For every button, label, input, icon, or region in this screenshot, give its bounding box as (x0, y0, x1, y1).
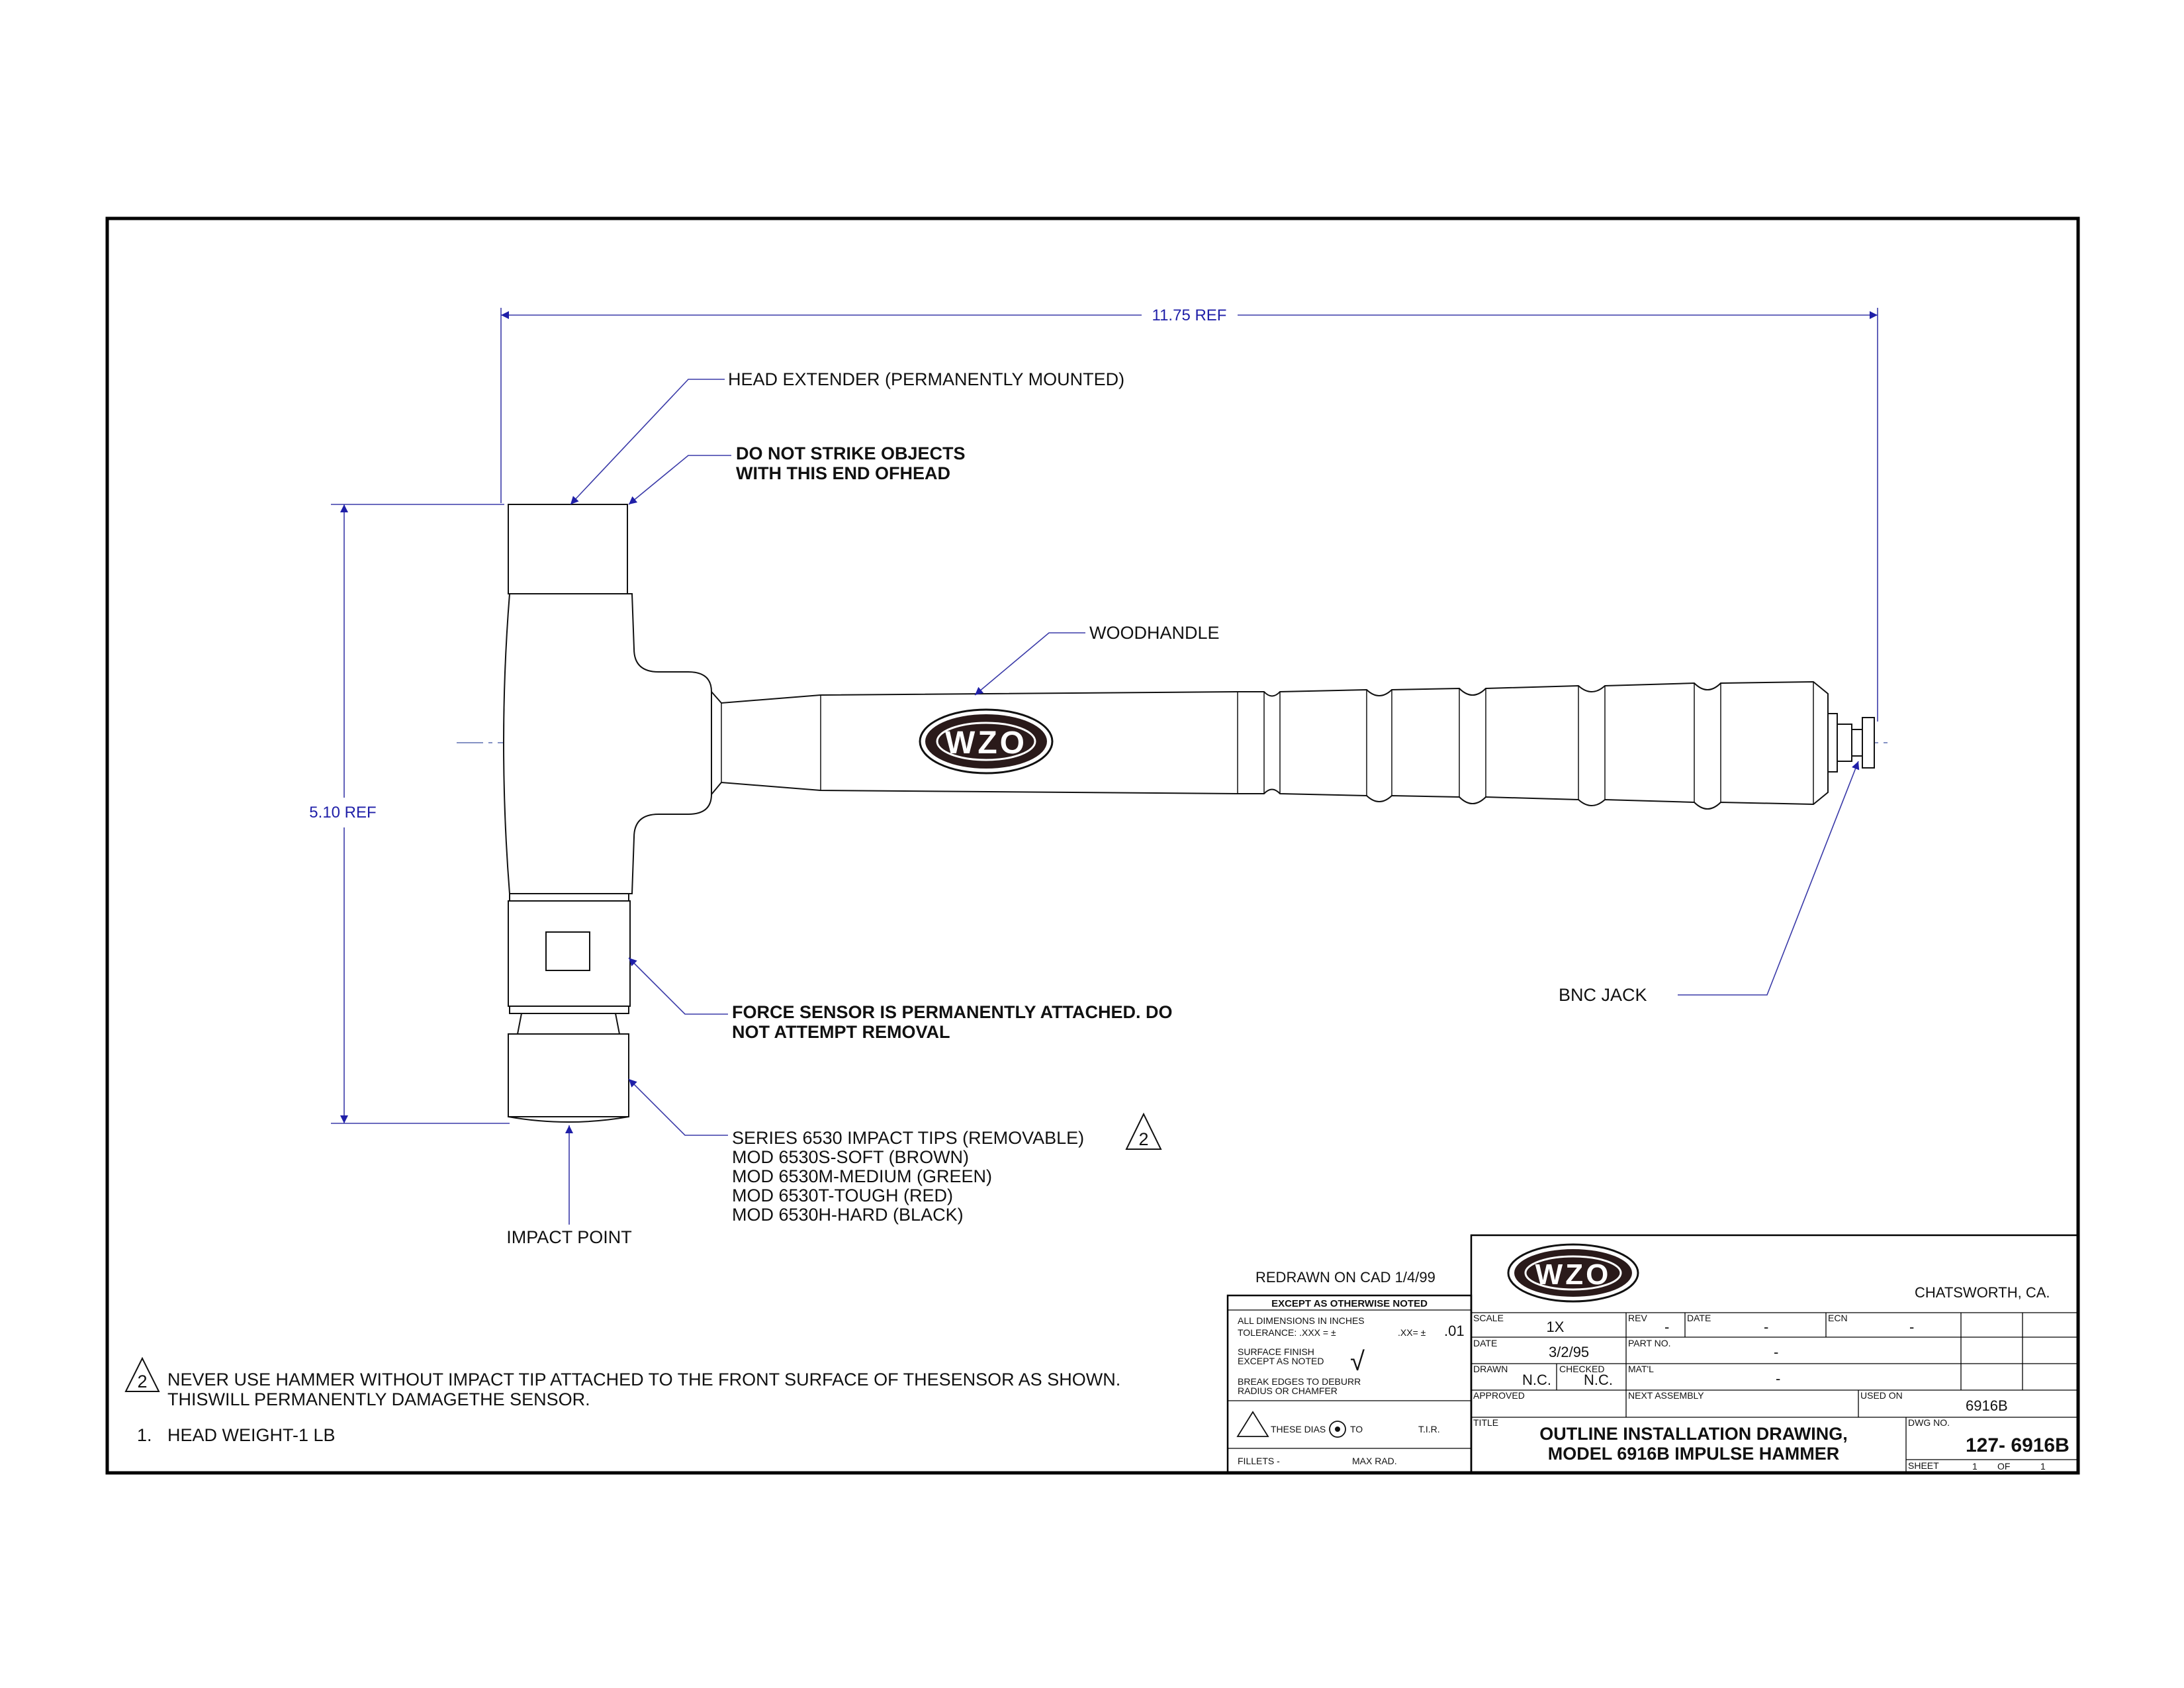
svg-text:DATE: DATE (1473, 1338, 1498, 1348)
callout-force-sensor (629, 958, 1173, 1042)
bnc-flange (1828, 714, 1837, 772)
svg-text:MOD 6530H-HARD (BLACK): MOD 6530H-HARD (BLACK) (732, 1205, 964, 1225)
length-dimension-label: 11.75 REF (1152, 306, 1227, 324)
svg-text:SCALE: SCALE (1473, 1313, 1504, 1323)
height-dimension-label: 5.10 REF (309, 804, 377, 821)
title-block (1471, 1235, 2078, 1473)
svg-text:1X: 1X (1546, 1319, 1565, 1335)
note-1-line: HEAD WEIGHT-1 LB (167, 1425, 336, 1445)
svg-text:SERIES 6530 IMPACT TIPS (REMOV: SERIES 6530 IMPACT TIPS (REMOVABLE) (732, 1128, 1085, 1148)
drawing-number: 127- 6916B (1966, 1434, 2070, 1456)
drawing-title-line-1: OUTLINE INSTALLATION DRAWING, (1539, 1424, 1848, 1444)
svg-text:ECN: ECN (1828, 1313, 1848, 1323)
svg-text:DRAWN: DRAWN (1473, 1364, 1508, 1374)
callout-impact-tips (629, 1079, 1161, 1225)
svg-text:FILLETS -: FILLETS - (1238, 1456, 1280, 1466)
svg-text:SURFACE FINISH: SURFACE FINISH (1238, 1346, 1314, 1357)
svg-text:APPROVED: APPROVED (1473, 1390, 1525, 1401)
svg-text:CHECKED: CHECKED (1559, 1364, 1605, 1374)
svg-text:MOD 6530T-TOUGH (RED): MOD 6530T-TOUGH (RED) (732, 1186, 954, 1205)
svg-text:IMPACT POINT: IMPACT POINT (506, 1227, 632, 1247)
impact-tip-neck (518, 1013, 619, 1034)
sensor-window (546, 932, 590, 970)
svg-text:6916B: 6916B (1966, 1397, 2008, 1414)
bnc-body (1837, 724, 1852, 761)
svg-text:TO: TO (1350, 1424, 1363, 1434)
svg-text:DO NOT STRIKE OBJECTS: DO NOT STRIKE OBJECTS (736, 444, 966, 463)
drawing-border (107, 218, 2078, 1473)
datum-triangle-icon (1238, 1412, 1268, 1436)
wood-handle (711, 682, 1828, 809)
svg-text:1: 1 (2040, 1461, 2046, 1472)
svg-text:FORCE SENSOR IS PERMANENTLY AT: FORCE SENSOR IS PERMANENTLY ATTACHED. DO (732, 1002, 1173, 1022)
svg-text:MOD 6530S-SOFT (BROWN): MOD 6530S-SOFT (BROWN) (732, 1147, 970, 1167)
svg-text:REDRAWN ON CAD 1/4/99: REDRAWN ON CAD 1/4/99 (1255, 1269, 1435, 1286)
svg-text:DATE: DATE (1687, 1313, 1711, 1323)
title-block-logo-text: WZO (1535, 1258, 1612, 1291)
note-2-line-1: NEVER USE HAMMER WITHOUT IMPACT TIP ATTACHED TO THE FRONT SURFACE OF THESENSOR AS SHOWN. (167, 1370, 1121, 1389)
svg-text:THESE DIAS: THESE DIAS (1271, 1424, 1326, 1434)
svg-text:REV: REV (1628, 1313, 1647, 1323)
svg-text:MAT'L: MAT'L (1628, 1364, 1654, 1374)
svg-text:WOODHANDLE: WOODHANDLE (1089, 623, 1220, 643)
callout-wood-handle (975, 623, 1220, 695)
sensor-flange-bottom (510, 1006, 629, 1013)
company-location: CHATSWORTH, CA. (1915, 1284, 2050, 1301)
svg-text:2: 2 (1138, 1129, 1149, 1149)
svg-text:PART NO.: PART NO. (1628, 1338, 1671, 1348)
general-notes (126, 1358, 1120, 1445)
handle-logo (920, 710, 1052, 773)
sensor-flange-top (510, 894, 629, 901)
svg-text:.01: .01 (1444, 1323, 1465, 1339)
hammer-drawing (504, 504, 1874, 1122)
hammer-head (504, 594, 711, 894)
svg-text:TOLERANCE: .XXX = ±: TOLERANCE: .XXX = ± (1238, 1327, 1336, 1338)
svg-text:ALL DIMENSIONS IN INCHES: ALL DIMENSIONS IN INCHES (1238, 1315, 1365, 1326)
svg-text:2: 2 (137, 1372, 148, 1391)
svg-text:OF: OF (1997, 1461, 2011, 1472)
bnc-connector (1852, 729, 1862, 756)
svg-text:EXCEPT AS OTHERWISE NOTED: EXCEPT AS OTHERWISE NOTED (1271, 1298, 1428, 1309)
svg-text:NOT ATTEMPT REMOVAL: NOT ATTEMPT REMOVAL (732, 1022, 950, 1042)
impact-tip (508, 1034, 629, 1117)
dimension-overall-length (501, 306, 1878, 722)
impact-tip-face (508, 1117, 629, 1122)
callout-impact-point (506, 1125, 632, 1247)
svg-text:WITH THIS END OFHEAD: WITH THIS END OFHEAD (736, 463, 950, 483)
svg-text:-: - (1664, 1319, 1670, 1335)
drawing-title-line-2: MODEL 6916B IMPULSE HAMMER (1547, 1444, 1840, 1464)
title-block-logo (1508, 1244, 1638, 1301)
svg-text:USED ON: USED ON (1860, 1390, 1903, 1401)
svg-text:3/2/95: 3/2/95 (1549, 1344, 1590, 1360)
svg-text:N.C.: N.C. (1522, 1372, 1551, 1388)
svg-text:T.I.R.: T.I.R. (1418, 1424, 1440, 1434)
svg-text:-: - (1774, 1344, 1779, 1360)
svg-text:RADIUS OR CHAMFER: RADIUS OR CHAMFER (1238, 1385, 1338, 1396)
svg-text:1.: 1. (137, 1425, 152, 1445)
svg-text:TITLE: TITLE (1473, 1417, 1499, 1428)
svg-text:.XX= ±: .XX= ± (1398, 1327, 1426, 1338)
surface-finish-icon: √ (1350, 1347, 1365, 1376)
callout-do-not-strike (629, 444, 966, 504)
svg-text:N.C.: N.C. (1584, 1372, 1613, 1388)
tolerance-block (1228, 1269, 1471, 1473)
svg-text:EXCEPT AS NOTED: EXCEPT AS NOTED (1238, 1356, 1324, 1366)
svg-text:HEAD EXTENDER (PERMANENTLY MOU: HEAD EXTENDER (PERMANENTLY MOUNTED) (728, 369, 1125, 389)
note-2-line-2: THISWILL PERMANENTLY DAMAGETHE SENSOR. (167, 1389, 590, 1409)
svg-text:BREAK EDGES TO DEBURR: BREAK EDGES TO DEBURR (1238, 1376, 1361, 1387)
svg-text:MAX RAD.: MAX RAD. (1352, 1456, 1397, 1466)
svg-text:-: - (1909, 1319, 1915, 1335)
svg-text:DWG NO.: DWG NO. (1908, 1417, 1950, 1428)
handle-logo-text: WZO (945, 726, 1027, 761)
dimension-overall-height (309, 504, 510, 1123)
svg-text:-: - (1776, 1370, 1781, 1387)
head-extender (508, 504, 627, 594)
svg-text:MOD 6530M-MEDIUM (GREEN): MOD 6530M-MEDIUM (GREEN) (732, 1166, 993, 1186)
svg-text:NEXT ASSEMBLY: NEXT ASSEMBLY (1628, 1390, 1704, 1401)
svg-text:-: - (1764, 1319, 1769, 1335)
svg-text:1: 1 (1972, 1461, 1978, 1472)
svg-text:BNC JACK: BNC JACK (1559, 985, 1647, 1005)
svg-text:SHEET: SHEET (1908, 1460, 1939, 1471)
bnc-pin (1862, 718, 1874, 768)
